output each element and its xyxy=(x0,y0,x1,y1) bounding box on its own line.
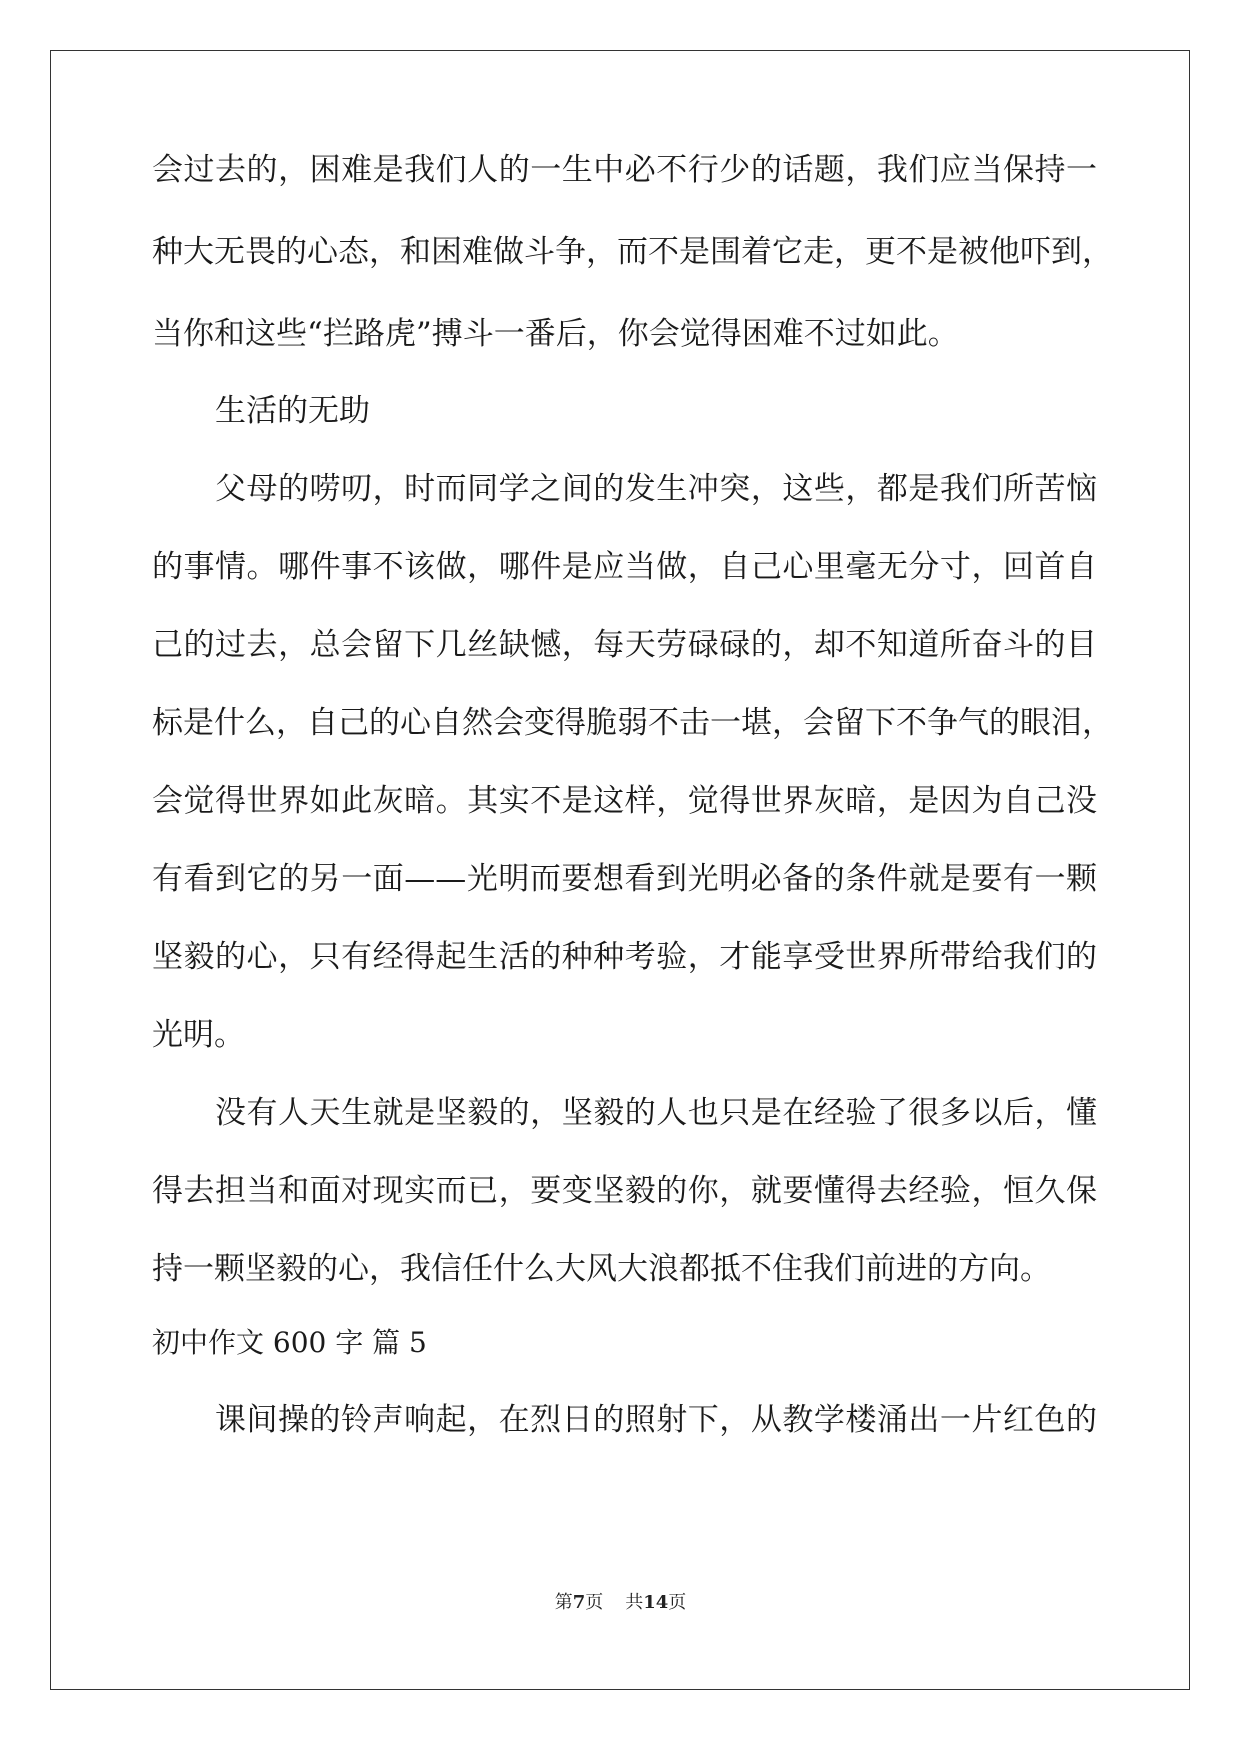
footer-prefix: 第 xyxy=(554,1592,573,1613)
paragraph-line: 会过去的，困难是我们人的一生中必不行少的话题，我们应当保持一 xyxy=(152,152,1097,188)
paragraph-line: 没有人天生就是坚毅的，坚毅的人也只是在经验了很多以后，懂 xyxy=(215,1095,1097,1131)
paragraph-line: 父母的唠叨，时而同学之间的发生冲突，这些，都是我们所苦恼 xyxy=(215,471,1097,507)
footer-total-suffix: 页 xyxy=(668,1592,687,1613)
paragraph-line: 光明。 xyxy=(152,1017,245,1053)
paragraph-line: 当你和这些“拦路虎”搏斗一番后，你会觉得困难不过如此。 xyxy=(152,316,959,352)
paragraph-line: 持一颗坚毅的心，我信任什么大风大浪都抵不住我们前进的方向。 xyxy=(152,1251,1051,1287)
total-pages: 14 xyxy=(643,1592,669,1613)
paragraph-line: 的事情。哪件事不该做，哪件是应当做，自己心里毫无分寸，回首自 xyxy=(152,549,1097,585)
paragraph-line: 种大无畏的心态，和困难做斗争，而不是围着它走，更不是被他吓到， xyxy=(152,234,1113,270)
paragraph-line: 会觉得世界如此灰暗。其实不是这样，觉得世界灰暗，是因为自己没 xyxy=(152,783,1097,819)
paragraph-line: 标是什么，自己的心自然会变得脆弱不击一堪，会留下不争气的眼泪， xyxy=(152,705,1113,741)
paragraph-line: 己的过去，总会留下几丝缺憾，每天劳碌碌的，却不知道所奋斗的目 xyxy=(152,627,1097,663)
paragraph-line: 课间操的铃声响起，在烈日的照射下，从教学楼涌出一片红色的 xyxy=(215,1402,1097,1438)
paragraph-line: 有看到它的另一面——光明而要想看到光明必备的条件就是要有一颗 xyxy=(152,861,1097,897)
section-heading: 初中作文 600 字 篇 5 xyxy=(152,1326,427,1359)
page-footer xyxy=(0,1591,1241,1615)
page-number: 7 xyxy=(572,1592,586,1613)
paragraph-line: 坚毅的心，只有经得起生活的种种考验，才能享受世界所带给我们的 xyxy=(152,939,1097,975)
footer-page-suffix: 页 xyxy=(585,1592,604,1613)
paragraph-line: 得去担当和面对现实而已，要变坚毅的你，就要懂得去经验，恒久保 xyxy=(152,1173,1097,1209)
footer-total-prefix: 共 xyxy=(625,1592,644,1613)
subheading: 生活的无助 xyxy=(215,393,370,429)
